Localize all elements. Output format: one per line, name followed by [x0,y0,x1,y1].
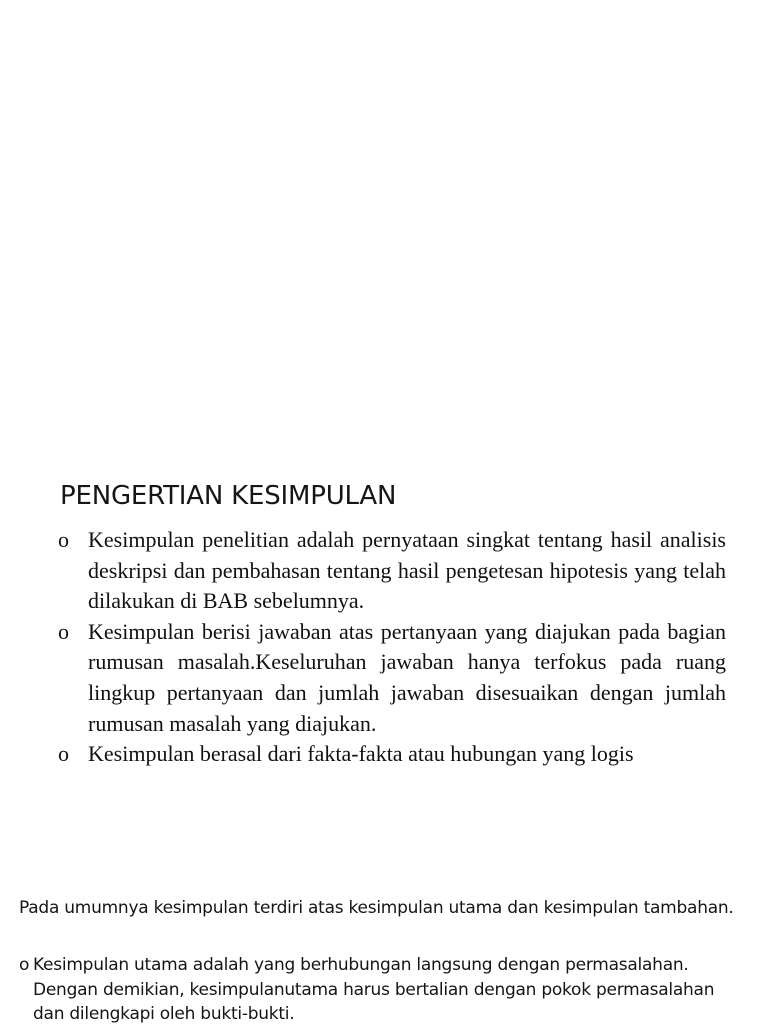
bullet-text: Kesimpulan penelitian adalah pernyataan singkat tentang hasil analisis deskripsi dan pembahasan tentang hasil pengetesan hipotesis yang telah dilakukan di BAB sebelumnya. [88,527,726,614]
bullet-marker: o [19,955,30,975]
intro-paragraph: Pada umumnya kesimpulan terdiri atas kesimpulan utama dan kesimpulan tambahan. [19,898,734,918]
bullet-list [58,525,726,770]
slide-title: PENGERTIAN KESIMPULAN [60,481,397,511]
bullet-text: Kesimpulan berisi jawaban atas pertanyaan yang diajukan pada bagian rumusan masalah.Keseluruhan jawaban hanya terfokus pada ruang lingkup pertanyaan dan jumlah jawaban disesuaikan dengan jumlah rumusan masalah yang diajukan. [88,618,726,736]
bullet-marker: o [58,618,69,644]
sub-bullet-list [19,953,744,1027]
bullet-marker: o [58,741,69,767]
list-item [58,617,726,739]
bullet-text: Kesimpulan utama adalah yang berhubungan langsung dengan permasalahan. Dengan demikian, kesimpulanutama harus bertalian dengan pokok permasalahan dan dilengkapi oleh bukti-bukti. [33,955,715,1024]
bullet-marker: o [58,527,69,552]
list-item [19,953,744,1027]
list-item [58,525,726,617]
list-item [58,739,726,770]
bullet-text: Kesimpulan berasal dari fakta-fakta atau hubungan yang logis [88,741,634,767]
